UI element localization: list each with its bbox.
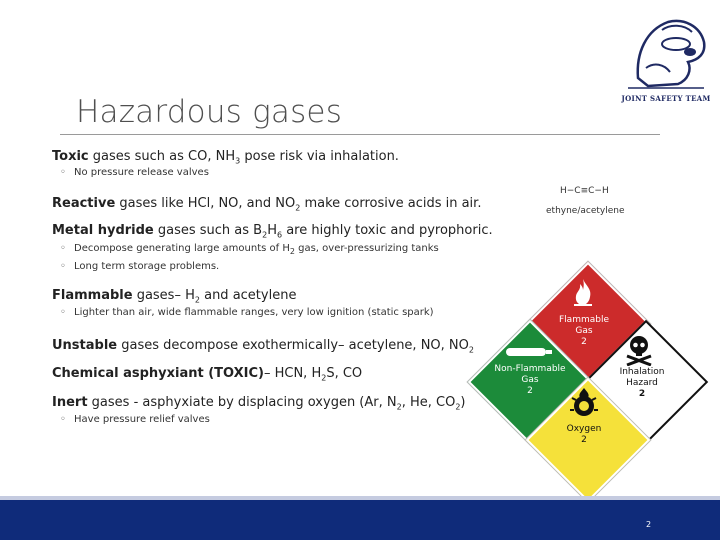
toxic-gases-line: Toxic gases such as CO, $NH_3$ pose risk via inhalation.	[52, 149, 399, 166]
metal-hydride-subpoint-2: ◦ Long term storage problems.	[60, 261, 220, 272]
flammable-placard-label: Flammable Gas 2	[559, 315, 609, 347]
flammable-gases-line: Flammable gases– $H_2$ and acetylene	[52, 288, 297, 305]
footer-bar	[0, 500, 720, 540]
oxygen-placard-label: Oxygen 2	[566, 424, 602, 445]
logo-text: JOINT SAFETY TEAM	[621, 94, 711, 103]
gas-cylinder-icon	[504, 346, 554, 358]
reactive-gases-line: Reactive gases like HCl, NO, and $NO_2$ make corrosive acids in air.	[52, 196, 482, 213]
toxic-gases-subpoint: ◦ No pressure release valves	[60, 167, 209, 178]
bulldog-mascot-icon	[618, 8, 714, 94]
metal-hydride-line: Metal hydride gases such as $B_2H_6$ are highly toxic and pyrophoric.	[52, 223, 493, 240]
flammable-gases-subpoint: ◦ Lighter than air, wide flammable ranges, very low ignition (static spark)	[60, 307, 434, 318]
skull-crossbones-icon	[624, 334, 654, 366]
unstable-gases-line: Unstable gases decompose exothermically– acetylene, NO, $NO_2$	[52, 338, 474, 355]
title-divider	[60, 134, 660, 135]
acetylene-name: ethyne/acetylene	[546, 206, 625, 216]
chemical-asphyxiant-line: Chemical asphyxiant (TOXIC)– HCN, $H_2S$, CO	[52, 366, 363, 383]
oxidizer-flame-icon	[566, 386, 602, 420]
flame-icon	[572, 278, 594, 306]
metal-hydride-subpoint-1: ◦ Decompose generating large amounts of $H_2$ gas, over-pressurizing tanks	[60, 243, 439, 256]
joint-safety-team-logo	[618, 8, 714, 112]
inhalation-placard-label: Inhalation Hazard 2	[619, 367, 665, 399]
inert-gases-subpoint: ◦ Have pressure relief valves	[60, 414, 210, 425]
non-flammable-placard-label: Non-Flammable Gas 2	[494, 364, 566, 396]
inert-gases-line: Inert gases - asphyxiate by displacing oxygen (Ar, $N_2$, He, $CO_2$)	[52, 395, 466, 412]
acetylene-structure: H−C≡C−H	[560, 186, 609, 196]
page-number: 2	[646, 520, 652, 529]
page-title: Hazardous gases	[76, 94, 343, 130]
